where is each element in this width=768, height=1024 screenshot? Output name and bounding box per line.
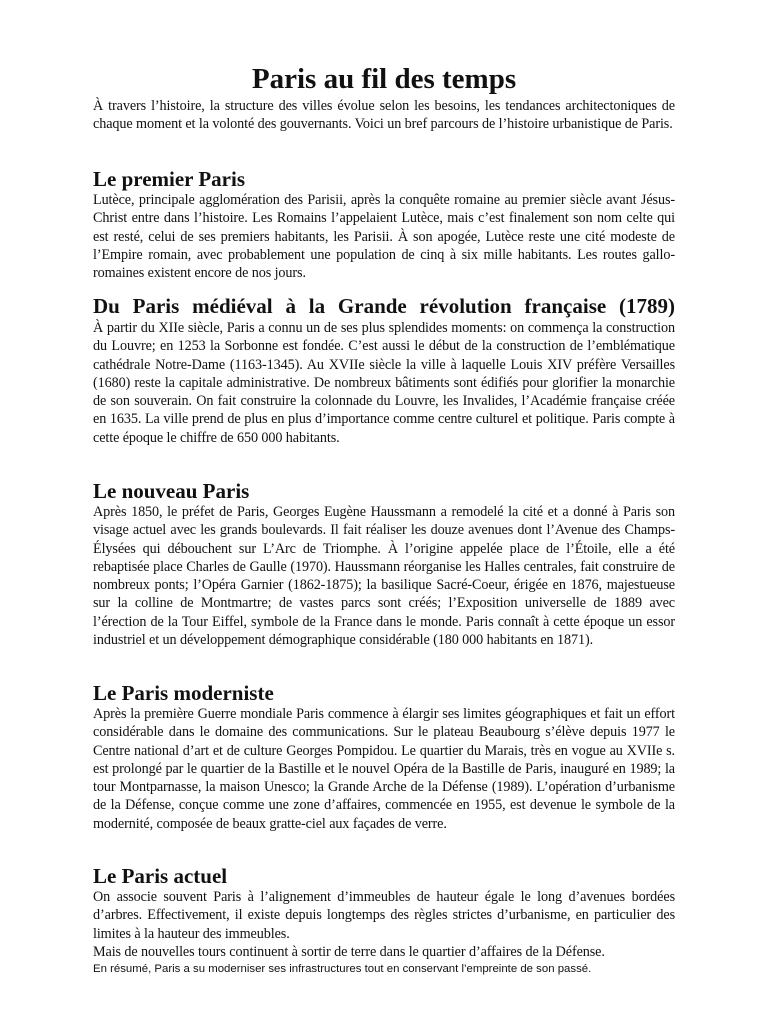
section-body-nouveau-paris: Après 1850, le préfet de Paris, Georges Eugène Haussmann a remodelé la cité et a donné à Paris son visage actuel avec les grands boulevards. Il fait réaliser les douze avenues dont l’Avenue des Champs-Élysées qui débouchent sur L’Arc de Triomphe. À l’origine appelée place de l’Étoile, elle a été rebaptisée place Charles de Gaulle (1970). Haussmann réorganise les Halles centrales, fait construire de nombreux ponts; l’Opéra Garnier (1862-1875); la basilique Sacré-Coeur, érigée en 1876, majestueuse sur la colline de Montmartre; de vastes parcs sont créés; l’Exposition universelle de 1889 avec l’érection de la Tour Eiffel, symbole de la France dans le monde. Paris connaît à cette époque un essor industriel et un développement démographique considérable (180 000 habitants en 1871). xyxy=(93,504,675,649)
section-body-paris-actuel xyxy=(93,888,675,961)
summary-line: En résumé, Paris a su moderniser ses infrastructures tout en conservant l’empreinte de son passé. xyxy=(93,963,592,975)
section-heading-nouveau-paris: Le nouveau Paris xyxy=(93,479,250,503)
section-heading-paris-medieval: Du Paris médiéval à la Grande révolution française (1789) xyxy=(93,294,675,318)
section-body-paris-moderniste: Après la première Guerre mondiale Paris commence à élargir ses limites géographiques et fait un effort considérable dans le domaine des communications. Sur le plateau Beaubourg s’élève depuis 1977 le Centre national d’art et de culture Georges Pompidou. Le quartier du Marais, très en vogue au XVIIe s. est prolongé par le quartier de la Bastille et le nouvel Opéra de la Bastille de Paris, inauguré en 1989; la tour Montparnasse, la maison Unesco; la Grande Arche de la Défense (1989). L’opération d’urbanisme de la Défense, conçue comme une zone d’affaires, commencée en 1955, est devenue le symbole de la modernité, composée de beaux gratte-ciel aux façades de verre. xyxy=(93,706,675,832)
section-heading-paris-moderniste: Le Paris moderniste xyxy=(93,681,274,705)
paris-actuel-text: On associe souvent Paris à l’alignement d’immeubles de hauteur égale le long d’avenues bordées d’arbres. Effectivement, il existe depuis longtemps des règles strictes d’urbanisme, en particulier des limites à la hauteur des immeubles. xyxy=(93,889,675,942)
section-heading-premier-paris: Le premier Paris xyxy=(93,167,246,191)
page-title: Paris au fil des temps xyxy=(251,63,517,95)
paris-actuel-text-2: Mais de nouvelles tours continuent à sortir de terre dans le quartier d’affaires de la Défense. xyxy=(93,943,605,960)
intro-paragraph: À travers l’histoire, la structure des villes évolue selon les besoins, les tendances architectoniques de chaque moment et la volonté des gouvernants. Voici un bref parcours de l’histoire urbanistique de Paris. xyxy=(93,98,675,133)
section-body-premier-paris: Lutèce, principale agglomération des Parisii, après la conquête romaine au premier siècle avant Jésus-Christ entre dans l’histoire. Les Romains l’appelaient Lutèce, mais c’est finalement son nom celte qui est resté, celui de ses premiers habitants, les Parisii. À son apogée, Lutèce reste une cité modeste de l’Empire romain, avec probablement une population de cinq à six mille habitants. Les routes gallo-romaines existent encore de nos jours. xyxy=(93,192,675,282)
section-heading-paris-actuel: Le Paris actuel xyxy=(93,864,228,888)
section-body-paris-medieval: À partir du XIIe siècle, Paris a connu un de ses plus splendides moments: on commença la construction du Louvre; en 1253 la Sorbonne est fondée. C’est aussi le début de la construction de l’emblématique cathédrale Notre-Dame (1163-1345). Au XVIIe siècle la ville à laquelle Louis XIV préfère Versailles (1680) reste la capitale administrative. De nombreux bâtiments sont édifiés pour glorifier la monarchie de son souverain. On fait construire la colonnade du Louvre, les Invalides, l’Académie française créée en 1635. La ville prend de plus en plus d’importance comme centre culturel et politique. Paris compte à cette époque le chiffre de 650 000 habitants. xyxy=(93,320,675,446)
